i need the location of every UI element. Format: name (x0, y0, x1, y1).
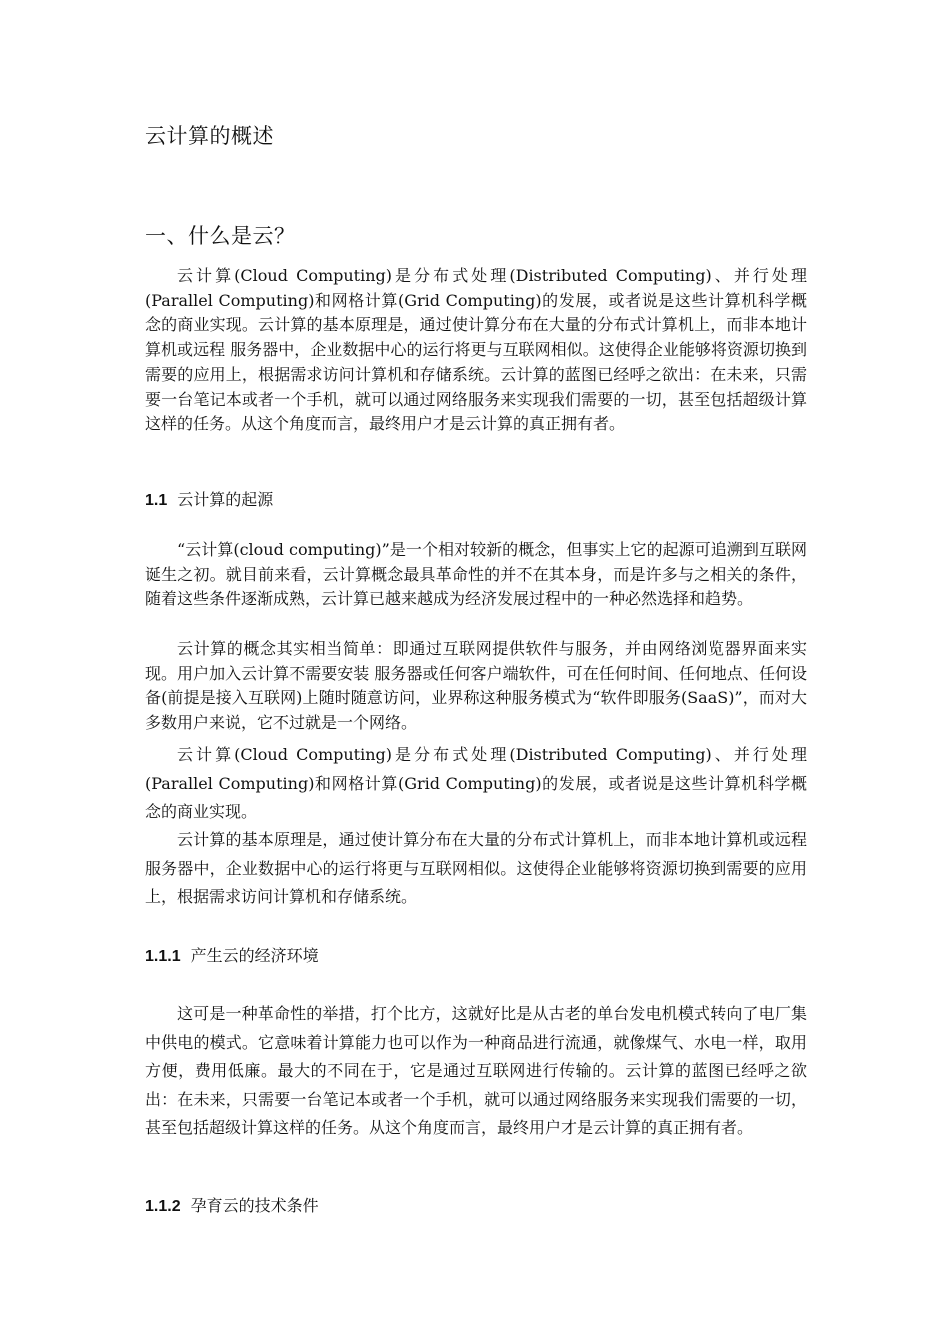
paragraph-economic-environment: 这可是一种革命性的举措，打个比方，这就好比是从古老的单台发电机模式转向了电厂集中供电的模式。它意味着计算能力也可以作为一种商品进行流通，就像煤气、水电一样，取用方便，费用低廉。最大的不同在于，它是通过互联网进行传输的。云计算的蓝图已经呼之欲出：在未来，只需要一台笔记本或者一个手机，就可以通过网络服务来实现我们需要的一切，甚至包括超级计算这样的任务。从这个角度而言，最终用户才是云计算的真正拥有者。 (145, 1004, 807, 1137)
paragraph-what-is-cloud: 云计算(Cloud Computing)是分布式处理(Distributed Computing)、并行处理(Parallel Computing)和网格计算(Grid Computing)的发展，或者说是这些计算机科学概念的商业实现。云计算的基本原理是，通过使计算分布在大量的分布式计算机上，而非本地计算机或远程 服务器中，企业数据中心的运行将更与互联网相似。这使得企业能够将资源切换到需要的应用上，根据需求访问计算机和存储系统。云计算的蓝图已经呼之欲出：在未来，只需要一台笔记本或者一个手机，就可以通过网络服务来实现我们需要的一切，甚至包括超级计算这样的任务。从这个角度而言，最终用户才是云计算的真正拥有者。 (145, 266, 807, 434)
document-title: 云计算的概述 (145, 124, 274, 148)
paragraph-origin-3: 云计算(Cloud Computing)是分布式处理(Distributed Computing)、并行处理(Parallel Computing)和网格计算(Grid Computing)的发展，或者说是这些计算机科学概念的商业实现。 (145, 745, 807, 821)
section-heading-economic-environment (145, 945, 807, 968)
section-heading-what-is-cloud: 一、什么是云？ (145, 224, 296, 248)
paragraph-origin-4: 云计算的基本原理是，通过使计算分布在大量的分布式计算机上，而非本地计算机或远程服务器中，企业数据中心的运行将更与互联网相似。这使得企业能够将资源切换到需要的应用上，根据需求访问计算机和存储系统。 (145, 830, 807, 906)
section-heading-text: 云计算的起源 (177, 490, 274, 509)
section-heading-text: 产生云的经济环境 (190, 946, 319, 965)
paragraph-origin-2: 云计算的概念其实相当简单：即通过互联网提供软件与服务，并由网络浏览器界面来实现。用户加入云计算不需要安装 服务器或任何客户端软件，可在任何时间、任何地点、任何设备(前提是接入互联网)上随时随意访问，业界称这种服务模式为“软件即服务(SaaS)”，而对大多数用户来说，它不过就是一个网络。 (145, 639, 807, 733)
section-number: 1.1 (145, 492, 168, 509)
section-heading-origin (145, 489, 807, 512)
section-heading-text: 孕育云的技术条件 (190, 1196, 319, 1215)
paragraph-origin-1: “云计算(cloud computing)”是一个相对较新的概念，但事实上它的起源可追溯到互联网诞生之初。就目前来看，云计算概念最具革命性的并不在其本身，而是许多与之相关的条件，随着这些条件逐渐成熟，云计算已越来越成为经济发展过程中的一种必然选择和趋势。 (145, 540, 807, 609)
section-heading-technical-conditions (145, 1195, 807, 1218)
section-number: 1.1.2 (145, 1198, 181, 1215)
section-number: 1.1.1 (145, 948, 181, 965)
